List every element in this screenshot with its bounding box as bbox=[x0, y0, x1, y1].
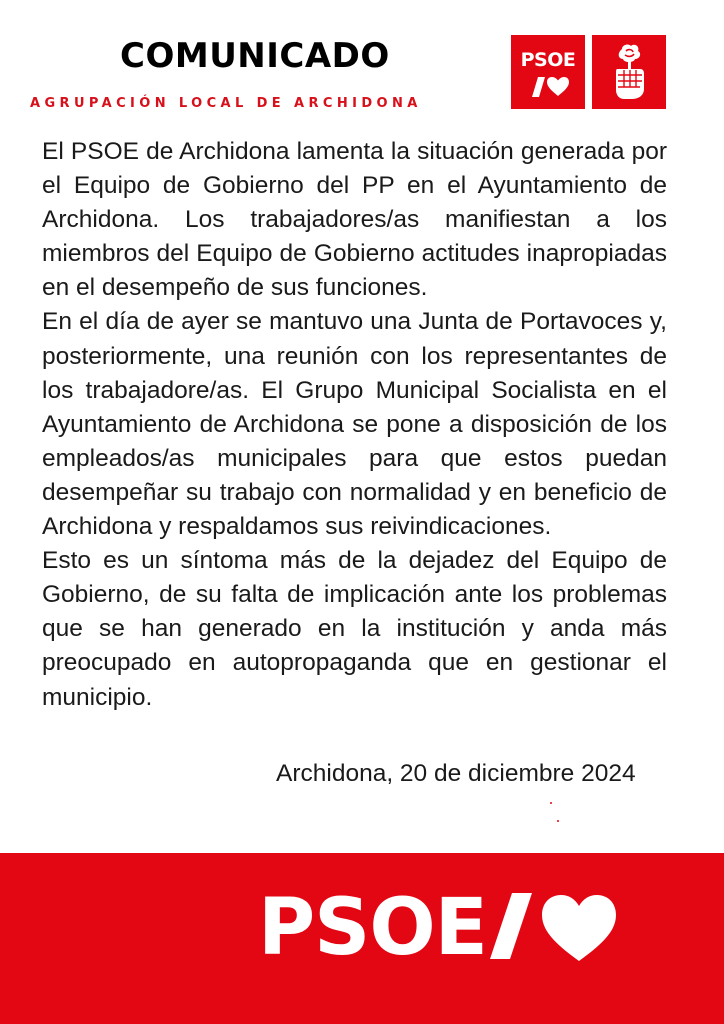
psoe-logo-text: PSOE bbox=[520, 49, 576, 71]
footer-logo-text: PSOE bbox=[258, 883, 487, 973]
footer-banner bbox=[0, 853, 724, 1024]
paragraph-3: Esto es un síntoma más de la dejadez del Equipo de Gobierno, de su falta de implicación ante los problemas que se han generado en la institución y anda más preocupado en autopropaganda que en gestionar el municipio. bbox=[42, 547, 667, 711]
red-speck bbox=[557, 820, 559, 822]
body-text bbox=[42, 135, 667, 715]
page-title: COMUNICADO bbox=[120, 36, 390, 76]
psoe-logo bbox=[511, 35, 585, 109]
red-speck bbox=[550, 802, 552, 804]
paragraph-2: En el día de ayer se mantuvo una Junta de Portavoces y, posteriormente, una reunión con los representantes de los trabajadore/as. El Grupo Municipal Socialista en el Ayuntamiento de Archidona se pone a disposición de los empleados/as municipales para que estos puedan desempeñar su trabajo con normalidad y en beneficio de Archidona y respaldamos sus reivindicaciones. bbox=[42, 308, 667, 541]
footer-slash-heart-icon bbox=[488, 887, 618, 972]
slash-heart-icon bbox=[511, 75, 585, 104]
place-date-signoff: Archidona, 20 de diciembre 2024 bbox=[276, 760, 636, 787]
paragraph-1: El PSOE de Archidona lamenta la situación generada por el Equipo de Gobierno del PP en el Ayuntamiento de Archidona. Los trabajadores/as manifiestan a los miembros del Equipo de Gobierno actitudes inapropiadas en el desempeño de sus funciones. bbox=[42, 138, 667, 302]
fist-rose-icon bbox=[604, 43, 654, 101]
page-subtitle: AGRUPACIÓN LOCAL DE ARCHIDONA bbox=[30, 96, 422, 111]
fist-rose-emblem bbox=[592, 35, 666, 109]
